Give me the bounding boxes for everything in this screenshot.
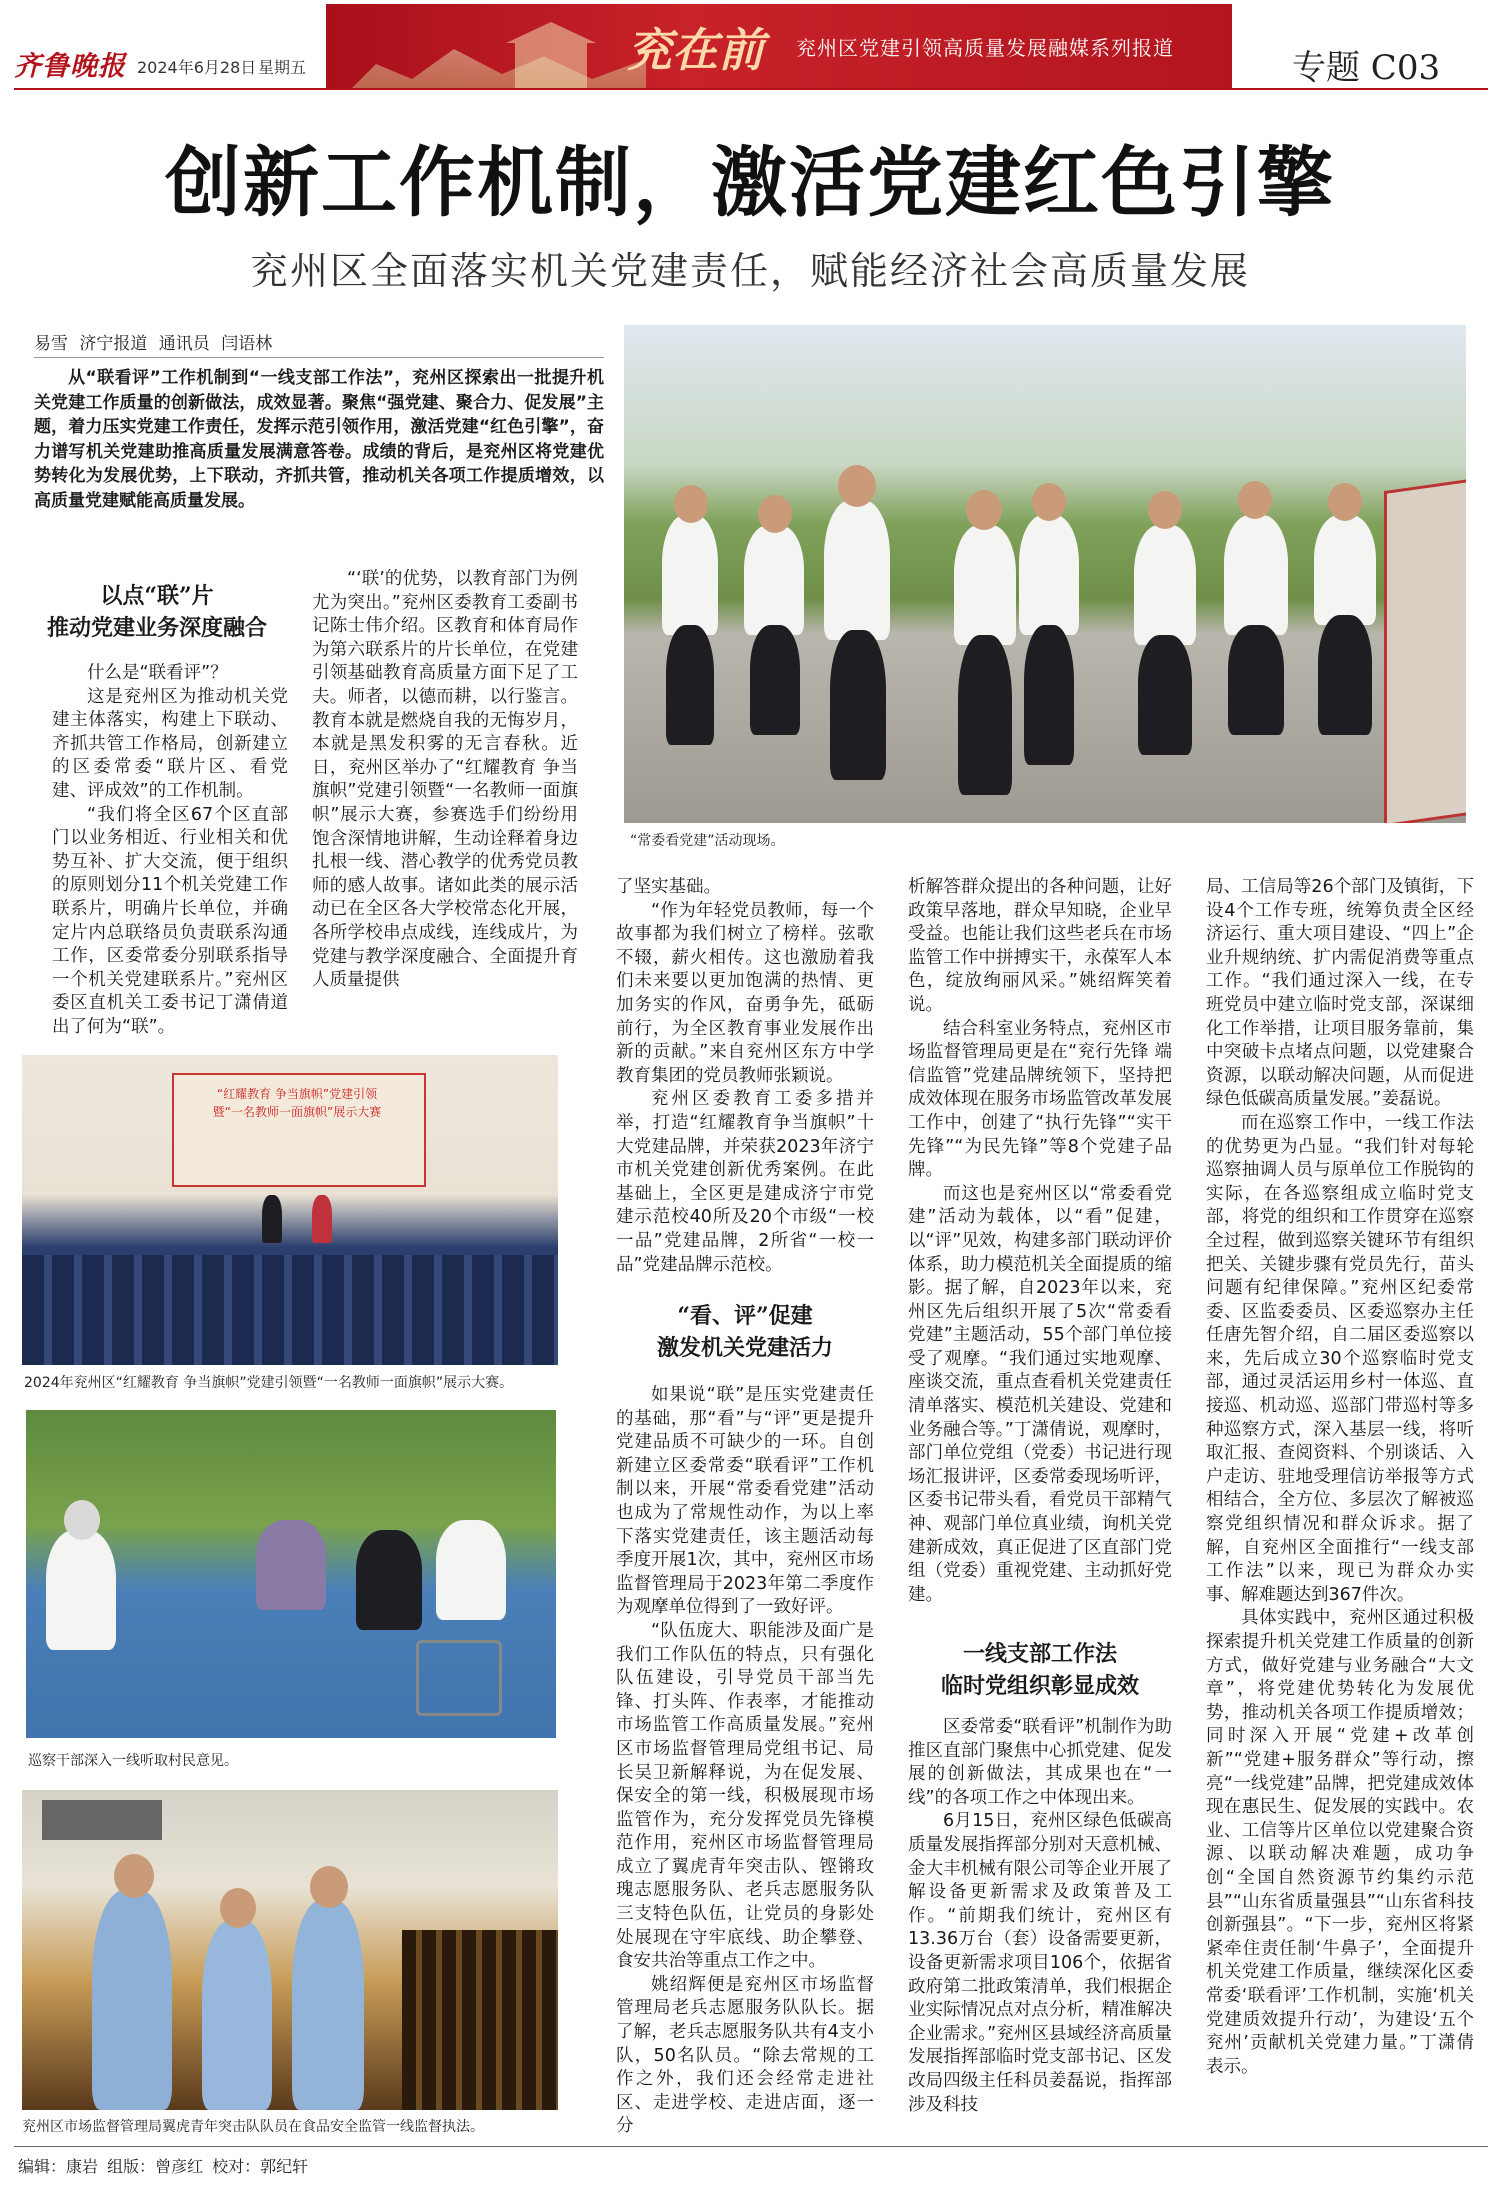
section-heading-lian <box>22 580 292 644</box>
subheadline: 兖州区全面落实机关党建责任，赋能经济社会高质量发展 <box>249 249 1250 293</box>
banner-mountain-graphic <box>346 44 646 90</box>
lead-paragraph: 从“联看评”工作机制到“一线支部工作法”，兖州区探索出一批提升机关党建工作质量的创新做法，成效显著。聚焦“强党建、聚合力、促发展”主题，着力压实党建工作责任，发挥示范引领作用，激活党建“红色引擎”，奋力谱写机关党建助推高质量发展满意答卷。成绩的背后，是兖州区将党建优势转化为发展优势，上下联动，齐抓共管，推动机关各项工作提质增效，以高质量党建赋能高质量发展。 <box>34 368 604 511</box>
paragraph: 结合科室业务特点，兖州区市场监督管理局更是在“兖行先锋 端信监管”党建品牌统领下，坚持把成效体现在服务市场监管改革发展工作中，创建了“执行先锋”“实干先锋”“为民先锋”等8个党建子品牌。 <box>908 1018 1172 1181</box>
section-heading-kanping <box>614 1300 876 1364</box>
banner-gate-graphic <box>506 22 596 90</box>
paragraph: 了坚实基础。 <box>616 877 721 897</box>
header-rule <box>14 88 1488 90</box>
article-column-1 <box>52 662 288 1040</box>
paragraph: “队伍庞大、职能涉及面广是我们工作队伍的特点，只有强化队伍建设，引导党员干部当先锋、打头阵、作表率，才能推动市场监管工作高质量发展。”兖州区市场监督管理局党组书记、局长吴卫新解释说，为在促发展、保安全的第一线，积极展现市场监管作为，充分发挥党员先锋模范作用，兖州区市场监督管理局成立了翼虎青年突击队、铿锵玫瑰志愿服务队、老兵志愿服务队三支特色队伍，让党员的身影处处展现在守牢底线、助企攀登、食安共治等重点工作之中。 <box>616 1620 874 1972</box>
section-label: 专题 C03 <box>1292 48 1441 88</box>
paragraph: “作为年轻党员教师，每一个故事都为我们树立了榜样。弦歌不辍，薪火相传。这也激励着我们未来要以更加饱满的热情、更加务实的作风，奋勇争先，砥砺前行，为全区教育事业发展作出新的贡献。”来自兖州区东方中学教育集团的党员教师张颖说。 <box>616 900 874 1086</box>
photo-caption: 兖州区市场监督管理局翼虎青年突击队队员在食品安全监管一线监督执法。 <box>22 2119 484 2135</box>
footer-credits: 编辑：康岩 组版：曾彦红 校对：郭纪轩 <box>18 2157 309 2176</box>
banner-title: 兖在前 <box>626 23 764 77</box>
photo-caption: 巡察干部深入一线听取村民意见。 <box>28 1753 238 1769</box>
paragraph: 姚绍辉便是兖州区市场监督管理局老兵志愿服务队队长。据了解，老兵志愿服务队共有4支小队，50名队员。“除去常规的工作之外，我们还会经常走进社区、走进学校、走进店面，逐一分 <box>616 1974 874 2137</box>
paragraph: 这是兖州区为推动机关党建主体落实，构建上下联动、齐抓共管工作格局，创新建立的区委常委“联片区、看党建、评成效”的工作机制。 <box>52 686 288 801</box>
article-column-5 <box>1206 876 1474 2079</box>
paragraph: 而在巡察工作中，一线工作法的优势更为凸显。“我们针对每轮巡察抽调人员与原单位工作脱钩的实际，在各巡察组成立临时党支部，将党的组织和工作贯穿在巡察全过程，做到巡察关键环节有组织把关、关键步骤有党员先行，苗头问题有纪律保障。”兖州区纪委常委、区监委委员、区委巡察办主任任唐先智介绍，自二届区委巡察以来，先后成立30个巡察临时党支部，通过灵活运用乡村一体巡、直接巡、机动巡、巡部门带巡村等多种巡察方式，深入基层一线，将听取汇报、查阅资料、个别谈话、入户走访、驻地受理信访举报等方式相结合，全方位、多层次了解被巡察党组织情况和群众诉求。据了解，自兖州区全面推行“一线支部工作法”以来，现已为群众办实事、解难题达到367件次。 <box>1206 1112 1474 1605</box>
paragraph: 什么是“联看评”？ <box>87 663 228 683</box>
photo-teacher-contest <box>22 1055 558 1365</box>
series-banner <box>326 4 1232 90</box>
section-heading-line: 临时党组织彰显成效 <box>940 1673 1139 1699</box>
issue-date: 2024年6月28日 <box>137 58 257 77</box>
headline: 创新工作机制，激活党建红色引擎 <box>165 138 1335 227</box>
section-heading-line: 激发机关党建活力 <box>656 1335 833 1361</box>
footer-rule <box>14 2146 1488 2147</box>
byline: 易雪 济宁报道 通讯员 闫语林 <box>34 334 273 354</box>
article-column-3-continued <box>616 1384 874 2139</box>
article-column-4-continued <box>908 1716 1172 2117</box>
paragraph: 局、工信局等26个部门及镇街，下设4个工作专班，统筹负责全区经济运行、重大项目建设、“四上”企业升规纳统、扩内需促消费等重点工作。“我们通过深入一线，在专班党员中建立临时党支部，深谋细化工作举措，让项目服务靠前，集中突破卡点堵点问题，以党建聚合资源，以联动解决问题，从而促进绿色低碳高质量发展。”姜磊说。 <box>1206 877 1474 1110</box>
paragraph: 6月15日，兖州区绿色低碳高质量发展指挥部分别对天意机械、金大丰机械有限公司等企业开展了解设备更新需求及政策普及工作。“前期我们统计，兖州区有13.36万台（套）设备需要更新，设备更新需求项目106个，依据省政府第二批政策清单，我们根据企业实际情况点对点分析，精准解决企业需求。”兖州区县域经济高质量发展指挥部临时党支部书记、区发改局四级主任科员姜磊说，指挥部涉及科技 <box>908 1811 1172 2115</box>
issue-weekday: 星期五 <box>258 58 307 77</box>
section-heading-line: “看、评”促建 <box>677 1303 813 1329</box>
paragraph: “我们将全区67个区直部门以业务相近、行业相关和优势互补、扩大交流，便于组织的原则划分11个机关党建工作联系片，明确片长单位，并确定片内总联络员负责联系沟通工作，区委常委分别联系指导一个机关党建联系片。”兖州区委区直机关工委书记丁潇倩道出了何为“联”。 <box>52 804 288 1037</box>
paragraph: 区委常委“联看评”机制作为助推区直部门聚焦中心抓党建、促发展的创新做法，其成果也在“一线”的各项工作之中体现出来。 <box>908 1717 1172 1808</box>
section-heading-yixian <box>908 1638 1172 1702</box>
paragraph: 兖州区委教育工委多措并举，打造“红耀教育争当旗帜”十大党建品牌，并荣获2023年济宁市机关党建创新优秀案例。在此基础上，全区更是建成济宁市党建示范校40所及20个市级“一校一品”党建品牌，2所省“一校一品”党建品牌示范校。 <box>616 1089 874 1275</box>
photo-committee-inspection <box>624 325 1466 823</box>
photo-villager-visit <box>26 1410 556 1738</box>
paragraph: 如果说“联”是压实党建责任的基础，那“看”与“评”更是提升党建品质不可缺少的一环。自创新建立区委常委“联看评”工作机制以来，开展“常委看党建”活动也成为了常规性动作，为以上率下落实党建责任，该主题活动每季度开展1次，其中，兖州区市场监督管理局于2023年第二季度作为观摩单位得到了一致好评。 <box>616 1385 874 1618</box>
paragraph: “‘联’的优势，以教育部门为例尤为突出。”兖州区委教育工委副书记陈士伟介绍。区教育和体育局作为第六联系片的片长单位，在党建引领基础教育高质量方面下足了工夫。师者，以德而耕，以行鉴言。教育本就是燃烧自我的无悔岁月，本就是黑发积雾的无言春秋。近日，兖州区举办了“红耀教育 争当旗帜”党建引领暨“一名教师一面旗帜”展示大赛，参赛选手们纷纷用饱含深情地讲解，生动诠释着身边扎根一线、潜心教学的优秀党员教师的感人故事。诸如此类的展示活动已在全区各大学校常态化开展，各所学校串点成线，连线成片，为党建与教学深度融合、全面提升育人质量提供 <box>312 569 578 991</box>
article-column-4 <box>908 876 1172 1607</box>
contest-screen-text: “红耀教育 争当旗帜”党建引领 暨“一名教师一面旗帜”展示大赛 <box>212 1087 382 1119</box>
paragraph: 析解答群众提出的各种问题，让好政策早落地，群众早知晓，企业早受益。也能让我们这些老兵在市场监管工作中拼搏实干，永葆军人本色，绽放绚丽风采。”姚绍辉笑着说。 <box>908 877 1172 1015</box>
newspaper-masthead: 齐鲁晚报 <box>14 51 126 82</box>
paragraph: 具体实践中，兖州区通过积极探索提升机关党建工作质量的创新方式，做好党建与业务融合“大文章”，将党建优势转化为发展优势，推动机关各项工作提质增效；同时深入开展“党建+改革创新”“党建+服务群众”等行动，擦亮“一线党建”品牌，把党建成效体现在惠民生、促发展的实践中。农业、工信等片区单位以党建聚合资源、以联动解决难题，成功争创“全国自然资源节约集约示范县”“山东省质量强县”“山东省科技创新强县”。“下一步，兖州区将紧紧牵住责任制‘牛鼻子’，全面提升机关党建工作质量，继续深化区委常委‘联看评’工作机制，实施‘机关党建质效提升行动’，为建设‘五个兖州’贡献机关党建力量。”丁潇倩表示。 <box>1206 1608 1474 2077</box>
photo-caption: “常委看党建”活动现场。 <box>630 833 785 849</box>
photo-caption: 2024年兖州区“红耀教育 争当旗帜”党建引领暨“一名教师一面旗帜”展示大赛。 <box>24 1375 514 1391</box>
section-heading-line: 一线支部工作法 <box>962 1641 1117 1667</box>
section-heading-line: 以点“联”片 <box>100 583 214 609</box>
byline-divider <box>34 357 604 358</box>
paragraph: 而这也是兖州区以“常委看党建”活动为载体，以“看”促建，以“评”见效，构建多部门联动评价体系，助力模范机关全面提质的缩影。据了解，自2023年以来，兖州区先后组织开展了5次“常委看党建”主题活动，55个部门单位接受了观摩。“我们通过实地观摩、座谈交流，重点查看机关党建责任清单落实、模范机关建设、党建和业务融合等。”丁潇倩说，观摩时，部门单位党组（党委）书记进行现场汇报讲评，区委常委现场听评，区委书记带头看，看党员干部精气神、观部门单位真业绩，询机关党建新成效，真正促进了区直部门党组（党委）重视党建、主动抓好党建。 <box>908 1183 1172 1605</box>
section-heading-line: 推动党建业务深度融合 <box>46 615 267 641</box>
article-column-2 <box>312 568 578 993</box>
article-column-3 <box>616 876 874 1277</box>
banner-subtitle: 兖州区党建引领高质量发展融媒系列报道 <box>796 36 1174 60</box>
photo-food-safety-inspection <box>22 1790 558 2110</box>
